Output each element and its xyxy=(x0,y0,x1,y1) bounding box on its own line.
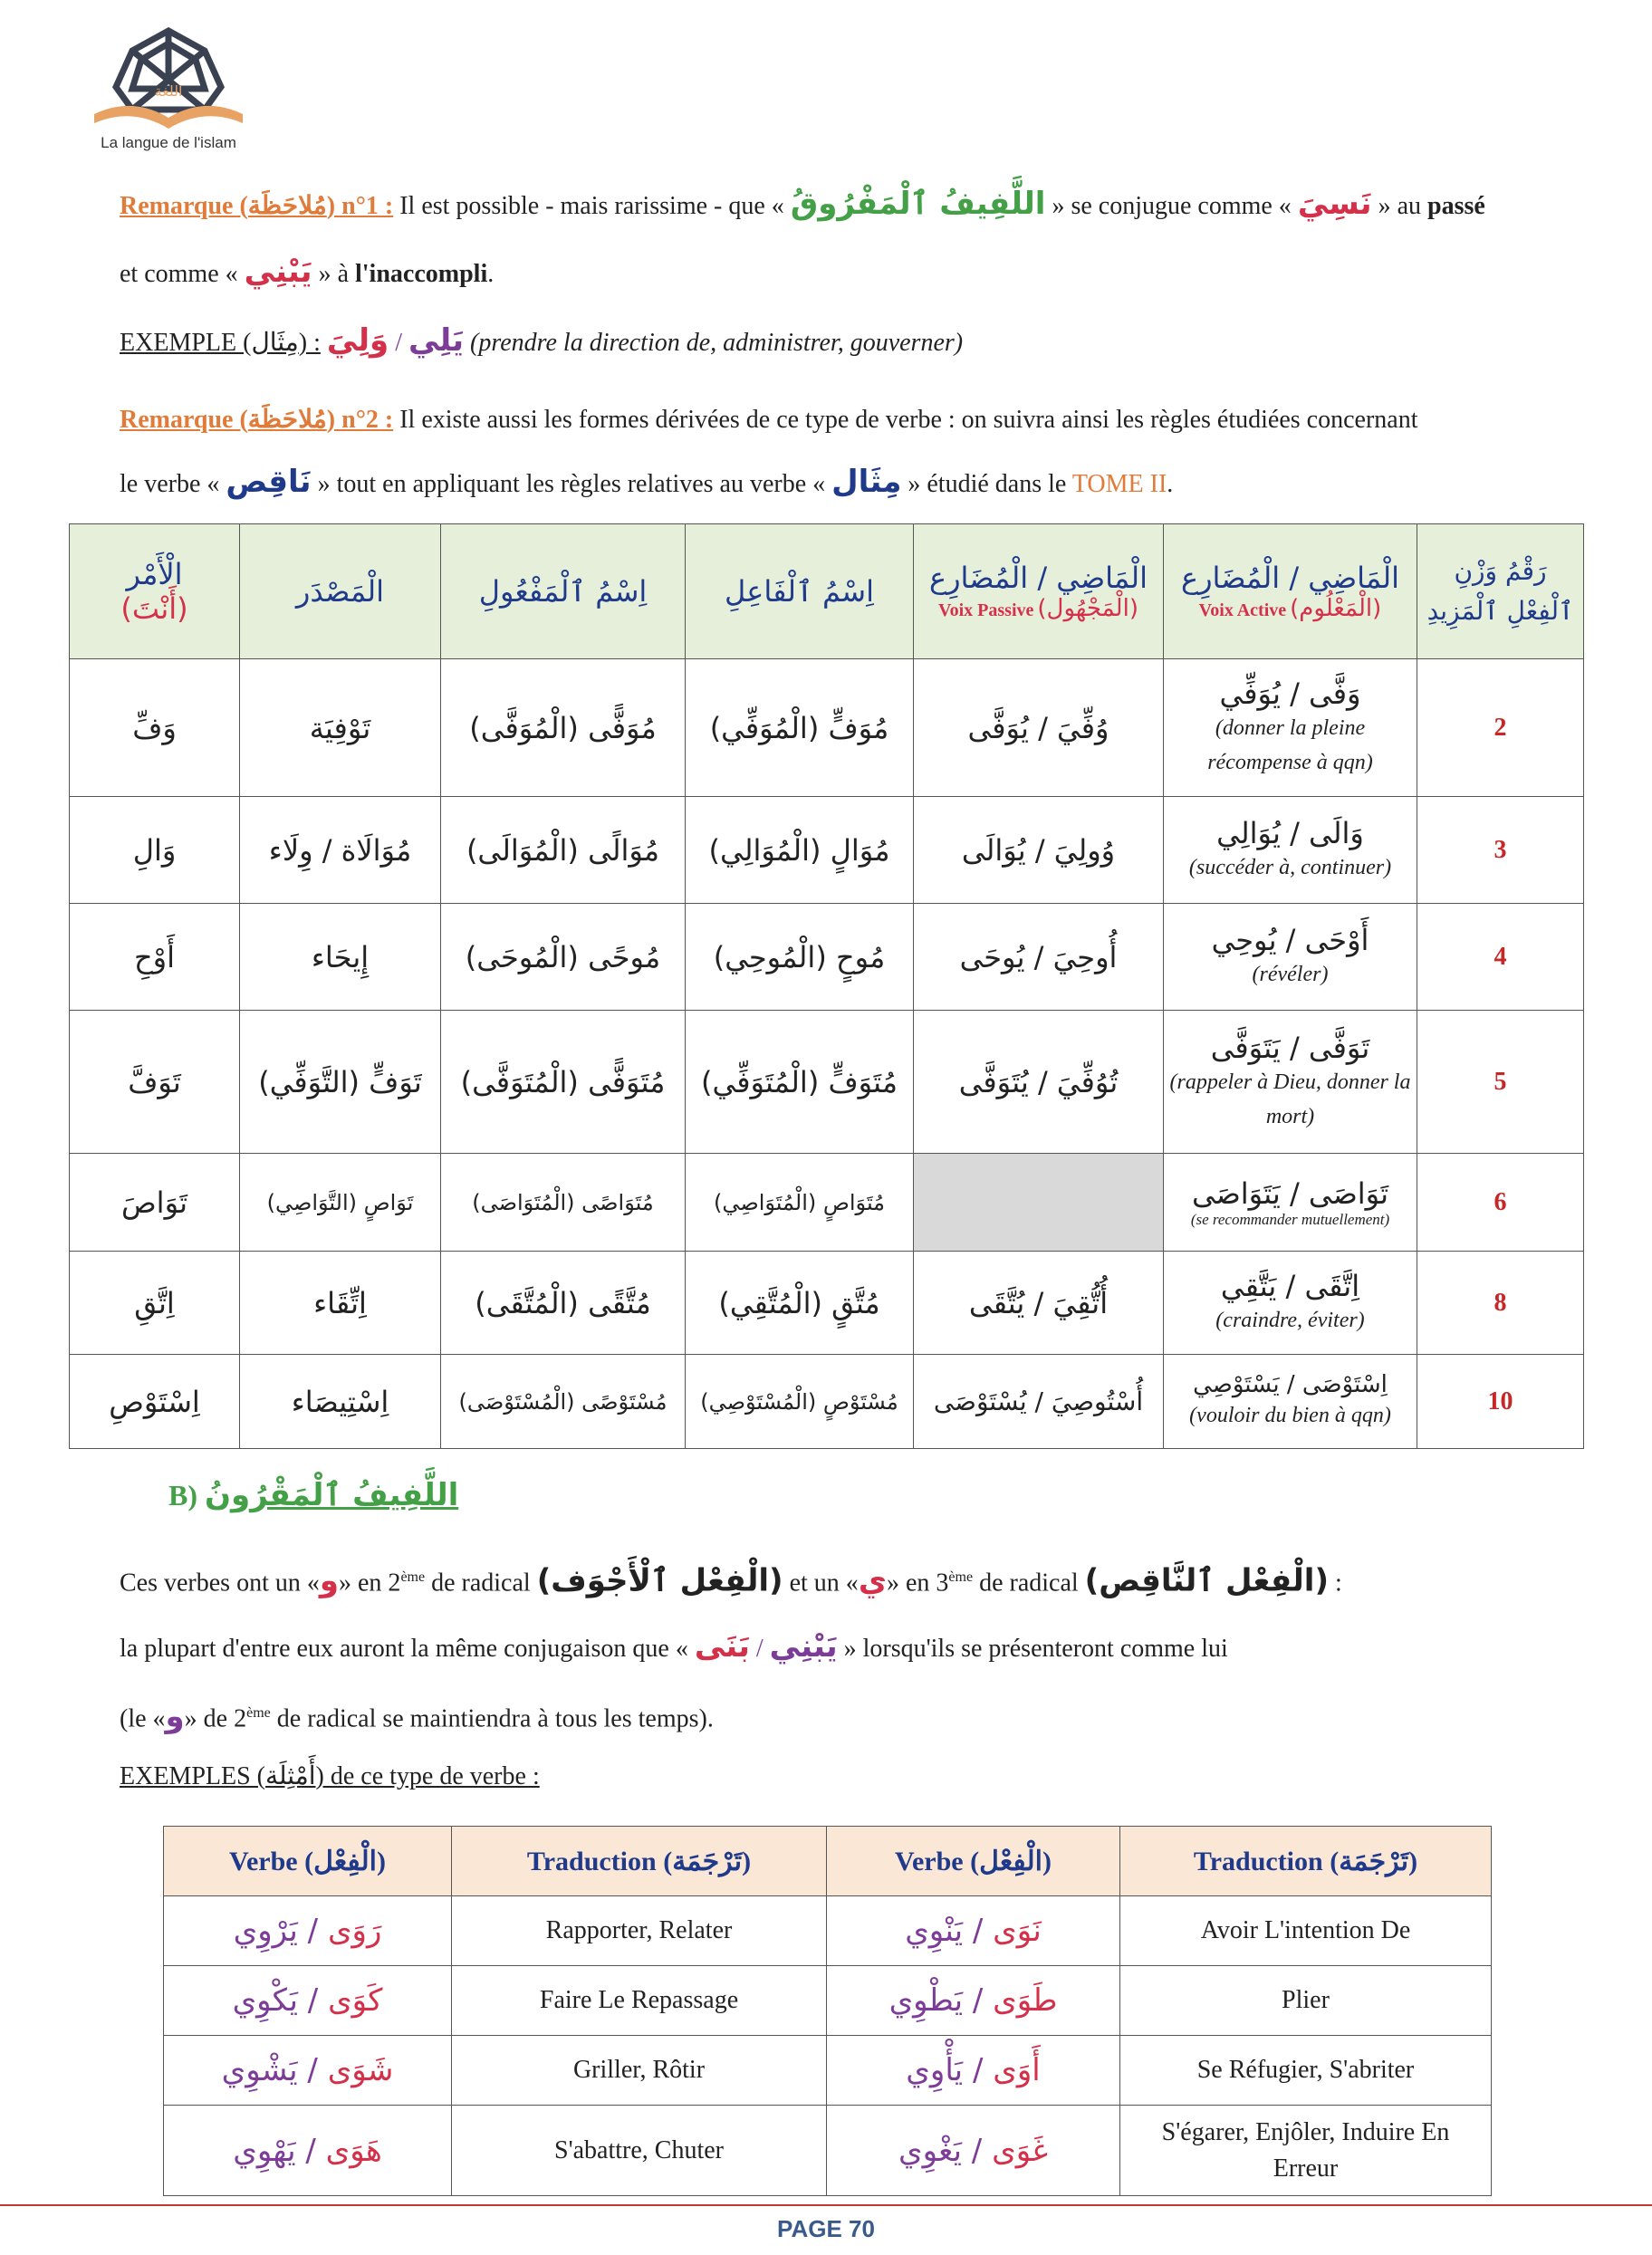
header-fail: اِسْمُ ٱلْفَاعِلِ xyxy=(686,524,914,659)
table-row: تَوَاصَ تَوَاصٍ (التَّوَاصِي) مُتَوَاصًى (الْمُتَوَاصَى) مُتَوَاصٍ (الْمُتَوَاصِي) تَوَاصَى / يَتَوَاصَى (se recommander mutuellement) 6 xyxy=(70,1154,1584,1252)
svg-text:اللغة: اللغة xyxy=(154,82,183,100)
logo-emblem-icon xyxy=(87,24,250,132)
table-row: اِسْتَوْصِ اِسْتِيصَاء مُسْتَوْصًى (الْمُسْتَوْصَى) مُسْتَوْصٍ (الْمُسْتَوْصِي) أُسْتُوصِيَ / يُسْتَوْصَى اِسْتَوْصَى / يَسْتَوْصِي (vouloir du bien à qqn) 10 xyxy=(70,1355,1584,1449)
table-row: شَوَى / يَشْوِي Griller, Rôtir أَوَى / يَأْوِي Se Réfugier, S'abriter xyxy=(164,2036,1492,2106)
exemple-1: EXEMPLE (مِثَال) : وَلِيَ / يَلِي (prendre la direction de, administrer, gouverner) xyxy=(120,322,964,359)
empty-passive-cell xyxy=(914,1154,1164,1252)
footer-divider xyxy=(0,2204,1652,2206)
header-traduction: Traduction (تَرْجَمَة) xyxy=(1120,1827,1492,1896)
header-verbe: Verbe (الْفِعْل) xyxy=(164,1827,452,1896)
header-active: الْمَاضِي / الْمُضَارِع Voix Active (الْمَعْلُوم) xyxy=(1164,524,1417,659)
header-verbe: Verbe (الْفِعْل) xyxy=(827,1827,1120,1896)
header-form-number: رَقْمُ وَزْنِ ٱلْفِعْلِ ٱلْمَزِيدِ xyxy=(1417,524,1584,659)
derived-forms-table xyxy=(69,523,1584,1449)
table-row: هَوَى / يَهْوِي S'abattre, Chuter غَوَى / يَغْوِي S'égarer, Enjôler, Induire En Erreur xyxy=(164,2106,1492,2196)
examples-table xyxy=(163,1826,1492,2196)
table-row: أَوْحِ إِيحَاء مُوحًى (الْمُوحَى) مُوحٍ (الْمُوحِي) أُوحِيَ / يُوحَى أَوْحَى / يُوحِي (révéler) 4 xyxy=(70,904,1584,1011)
table-row: وَالِ مُوَالَاة / وِلَاء مُوَالًى (الْمُوَالَى) مُوَالٍ (الْمُوَالِي) وُولِيَ / يُوَالَى وَالَى / يُوَالِي (succéder à, continuer) 3 xyxy=(70,797,1584,904)
lafif-maqrun-title: اللَّفِيفُ ٱلْمَقْرُونُ xyxy=(205,1477,459,1513)
table-row: تَوَفَّ تَوَفٍّ (التَّوَفِّي) مُتَوَفًّى (الْمُتَوَفَّى) مُتَوَفٍّ (الْمُتَوَفِّي) تُوُفِّيَ / يُتَوَفَّى تَوَفَّى / يَتَوَفَّى (rappeler à Dieu, donner la mort) 5 xyxy=(70,1011,1584,1154)
remark-2-label: Remarque (مُلاحَظَة) n°2 : xyxy=(120,406,394,434)
table-row: كَوَى / يَكْوِي Faire Le Repassage طَوَى / يَطْوِي Plier xyxy=(164,1966,1492,2036)
section-b-line-3: (le «و» de 2ème de radical se maintiendra à tous les temps). xyxy=(120,1698,714,1735)
table-row: وَفِّ تَوْفِيَة مُوَفًّى (الْمُوَفَّى) مُوَفٍّ (الْمُوَفِّي) وُفِّيَ / يُوَفَّى وَفَّى / يُوَفِّي (donner la pleine récompense à qqn) 2 xyxy=(70,659,1584,797)
header-masdar: الْمَصْدَر xyxy=(240,524,441,659)
section-b-line-2: la plupart d'entre eux auront la même conjugaison que « بَنَى / يَبْنِي » lorsqu'ils se présenteront comme lui xyxy=(120,1628,1228,1665)
section-b-heading: B) اللَّفِيفُ ٱلْمَقْرُونُ xyxy=(168,1477,459,1513)
remark-1-label: Remarque (مُلاحَظَة) n°1 : xyxy=(120,192,394,220)
remark-1-line-2: et comme « يَبْنِي » à l'inaccompli. xyxy=(120,254,495,290)
logo-caption: La langue de l'islam xyxy=(101,134,236,151)
exemples-label: EXEMPLES (أَمْثِلَة) de ce type de verbe : xyxy=(120,1762,540,1790)
remark-2: Remarque (مُلاحَظَة) n°2 : Il existe aussi les formes dérivées de ce type de verbe : on suivra ainsi les règles étudiées concernant xyxy=(120,406,1418,434)
table-row: رَوَى / يَرْوِي Rapporter, Relater نَوَى / يَنْوِي Avoir L'intention De xyxy=(164,1896,1492,1966)
page-number: PAGE 70 xyxy=(777,2215,875,2242)
remark-1: Remarque (مُلاحَظَة) n°1 : Il est possible - mais rarissime - que « اللَّفِيفُ ٱلْمَفْرُوقُ » se conjugue comme « نَسِيَ » au passé xyxy=(120,186,1485,222)
exemple-1-label: EXEMPLE (مِثَال) : xyxy=(120,329,321,357)
lafif-mafruq-term: اللَّفِيفُ ٱلْمَفْرُوقُ xyxy=(790,186,1046,222)
table-header-row xyxy=(164,1827,1492,1896)
section-b-line-1: Ces verbes ont un «و» en 2ème de radical (الْفِعْل ٱلْأَجْوَف) et un «ي» en 3ème de radical (الْفِعْل ٱلنَّاقِص) : xyxy=(120,1562,1342,1599)
header-amr: الْأَمْر (أَنْتَ) xyxy=(70,524,240,659)
remark-2-line-2: le verbe « نَاقِص » tout en appliquant les règles relatives au verbe « مِثَال » étudié dans le TOME II. xyxy=(120,464,1174,500)
header-traduction: Traduction (تَرْجَمَة) xyxy=(452,1827,827,1896)
table-row: اِتَّقِ اِتِّقَاء مُتَّقًى (الْمُتَّقَى) مُتَّقٍ (الْمُتَّقِي) أُتُّقِيَ / يُتَّقَى اِتَّقَى / يَتَّقِي (craindre, éviter) 8 xyxy=(70,1252,1584,1355)
table-header-row xyxy=(70,524,1584,659)
header-passive: الْمَاضِي / الْمُضَارِع Voix Passive (الْمَجْهُول) xyxy=(914,524,1164,659)
header-maful: اِسْمُ ٱلْمَفْعُولِ xyxy=(441,524,686,659)
